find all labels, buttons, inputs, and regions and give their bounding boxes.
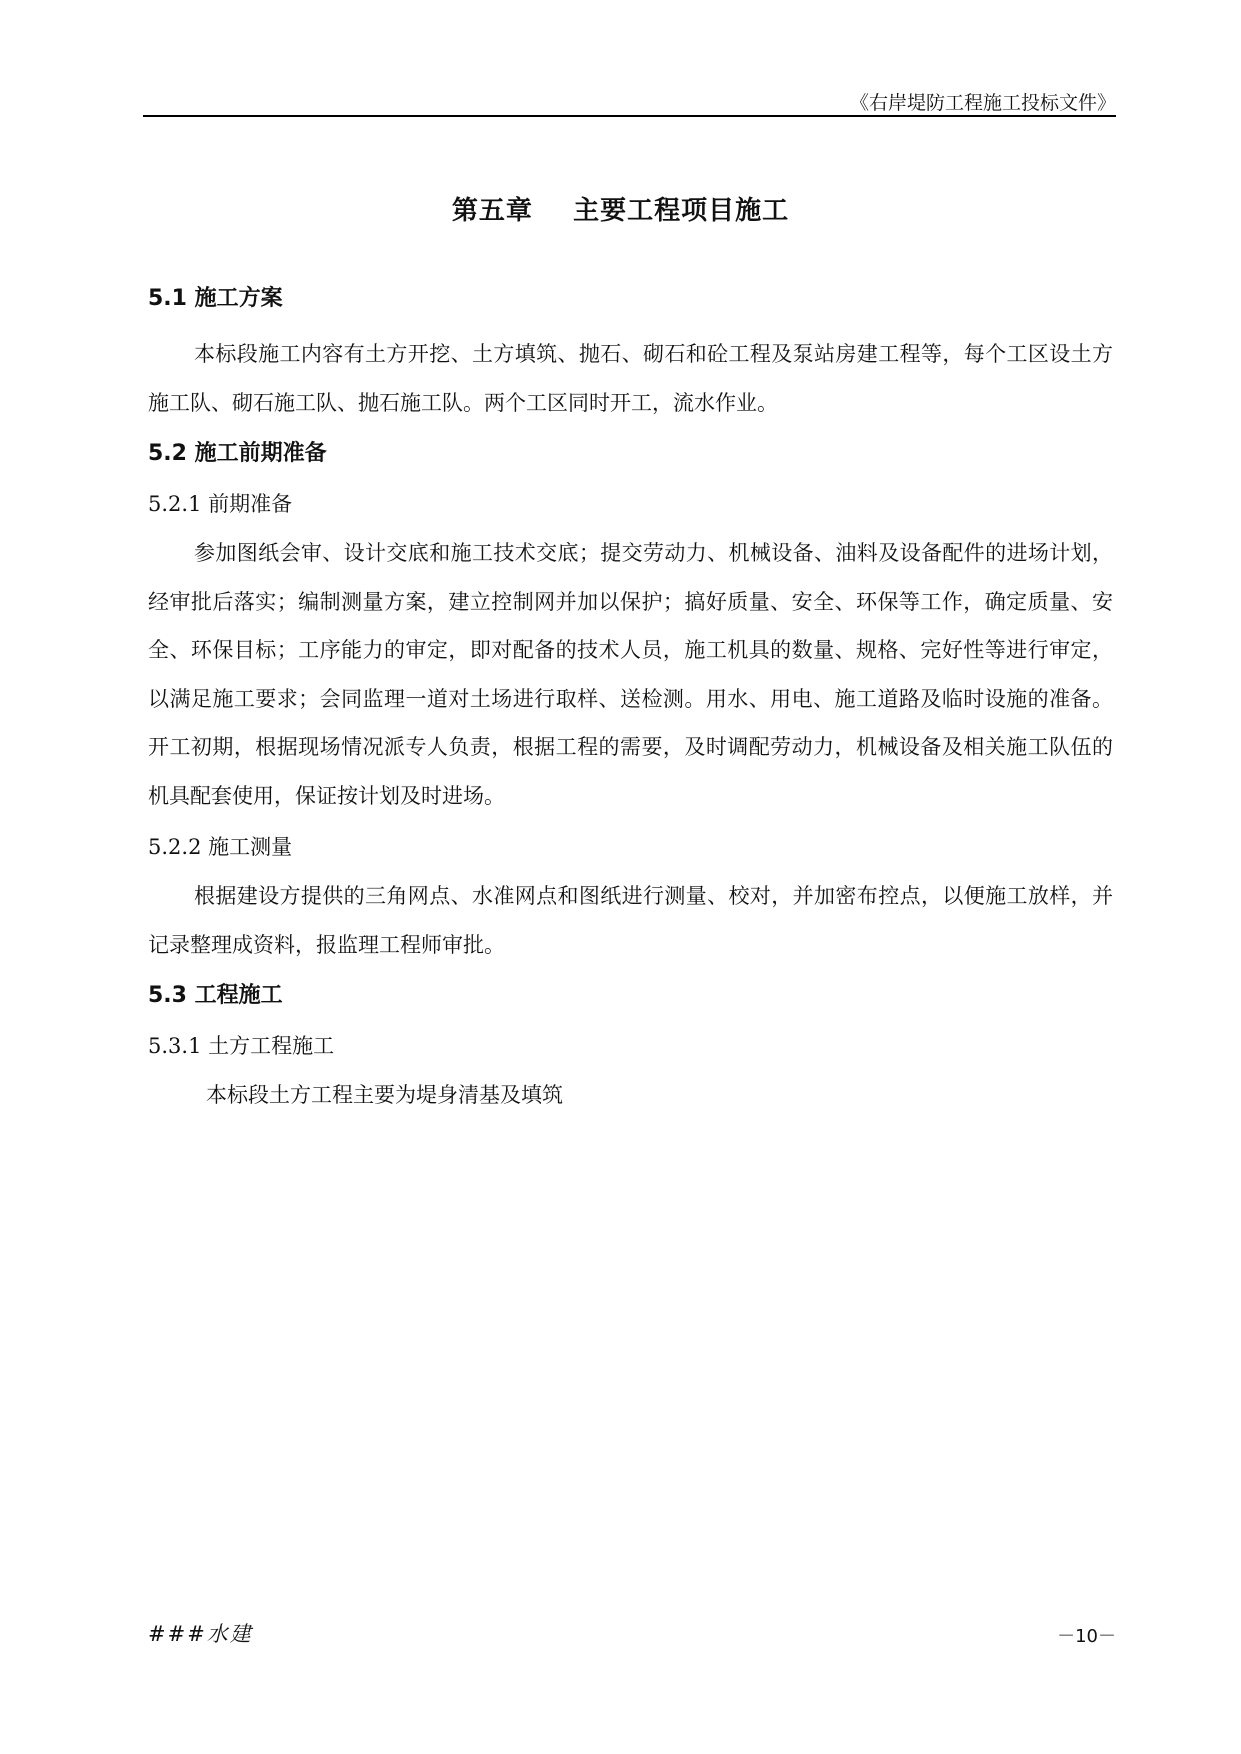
subsection-heading-5-2-1: 5.2.1 前期准备 — [148, 492, 293, 516]
chapter-title: 第五章 主要工程项目施工 — [451, 196, 790, 226]
paragraph-surveying: 根据建设方提供的三角网点、水准网点和图纸进行测量、校对，并加密布控点，以便施工放样，并记录整理成资料，报监理工程师审批。 — [148, 884, 1113, 957]
footer-company: ###水建 — [148, 1622, 253, 1646]
page-number: －10－ — [1057, 1626, 1116, 1647]
section-heading-5-2: 5.2 施工前期准备 — [148, 441, 327, 466]
header-divider — [143, 115, 1116, 117]
document-body — [148, 280, 1113, 1128]
subsection-heading-5-2-2: 5.2.2 施工测量 — [148, 835, 293, 859]
paragraph-preparation: 参加图纸会审、设计交底和施工技术交底；提交劳动力、机械设备、油料及设备配件的进场计划，经审批后落实；编制测量方案，建立控制网并加以保护；搞好质量、安全、环保等工作，确定质量、安全、环保目标；工序能力的审定，即对配备的技术人员，施工机具的数量、规格、完好性等进行审定，以满足施工要求；会同监理一道对土场进行取样、送检测。用水、用电、施工道路及临时设施的准备。开工初期，根据现场情况派专人负责，根据工程的需要，及时调配劳动力，机械设备及相关施工队伍的机具配套使用，保证按计划及时进场。 — [148, 541, 1113, 808]
paragraph-construction-plan: 本标段施工内容有土方开挖、土方填筑、抛石、砌石和砼工程及泵站房建工程等，每个工区设土方施工队、砌石施工队、抛石施工队。两个工区同时开工，流水作业。 — [148, 342, 1113, 415]
section-heading-5-3: 5.3 工程施工 — [148, 983, 283, 1008]
section-heading-5-1: 5.1 施工方案 — [148, 286, 283, 311]
document-header-title: 《右岸堤防工程施工投标文件》 — [849, 92, 1116, 114]
paragraph-earthwork: 本标段土方工程主要为堤身清基及填筑 — [206, 1083, 563, 1107]
subsection-heading-5-3-1: 5.3.1 土方工程施工 — [148, 1034, 335, 1058]
